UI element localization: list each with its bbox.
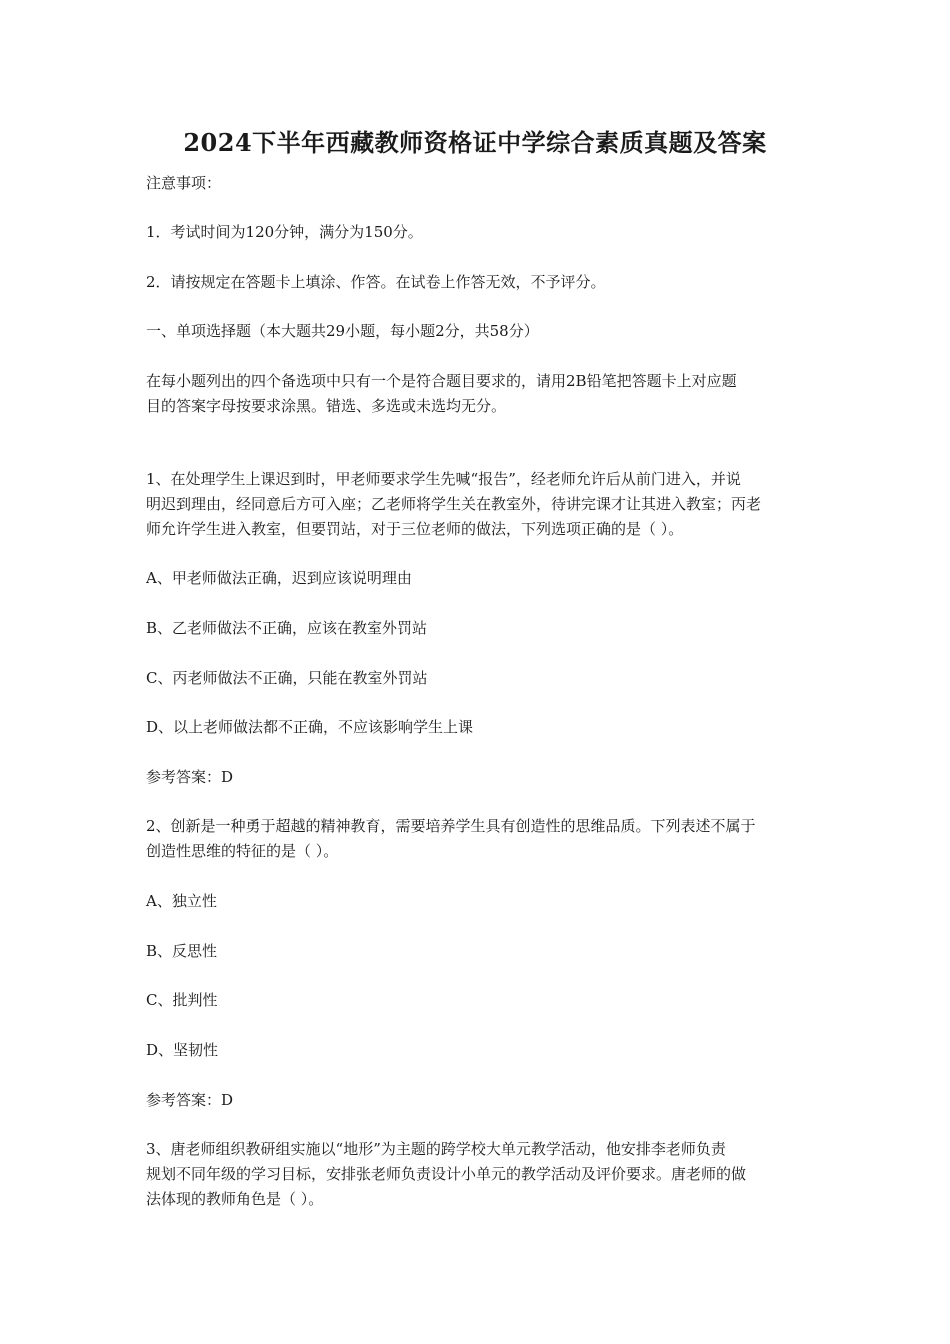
question-stem-line: 法体现的教师角色是（ ）。	[146, 1190, 324, 1208]
instruction-line: 在每小题列出的四个备选项中只有一个是符合题目要求的，请用2B铅笔把答题卡上对应题	[146, 372, 737, 390]
question-stem-line: 规划不同年级的学习目标，安排张老师负责设计小单元的教学活动及评价要求。唐老师的做	[146, 1165, 747, 1183]
section-heading: 一、单项选择题（本大题共29小题，每小题2分，共58分）	[146, 322, 539, 340]
option-b: B、乙老师做法不正确，应该在教室外罚站	[146, 619, 428, 637]
option-b: B、反思性	[146, 942, 218, 960]
question-stem-line: 创造性思维的特征的是（ ）。	[146, 842, 339, 860]
question-stem-line: 师允许学生进入教室，但要罚站，对于三位老师的做法，下列选项正确的是（ ）。	[146, 520, 684, 538]
notice-heading: 注意事项：	[146, 174, 222, 192]
document-title: 2024下半年西藏教师资格证中学综合素质真题及答案	[183, 128, 767, 157]
reference-answer: 参考答案：D	[146, 1091, 234, 1109]
question-stem-line: 3、唐老师组织教研组实施以“地形”为主题的跨学校大单元教学活动，他安排李老师负责	[146, 1140, 726, 1158]
option-a: A、独立性	[146, 892, 217, 910]
option-c: C、丙老师做法不正确，只能在教室外罚站	[146, 669, 428, 687]
instruction-line: 目的答案字母按要求涂黑。错选、多选或未选均无分。	[146, 397, 507, 415]
notice-item: 1．考试时间为120分钟，满分为150分。	[146, 223, 423, 241]
reference-answer: 参考答案：D	[146, 768, 234, 786]
question-stem-line: 2、创新是一种勇于超越的精神教育，需要培养学生具有创造性的思维品质。下列表述不属于	[146, 817, 756, 835]
question-stem-line: 1、在处理学生上课迟到时，甲老师要求学生先喊“报告”，经老师允许后从前门进入，并说	[146, 470, 741, 488]
notice-item: 2．请按规定在答题卡上填涂、作答。在试卷上作答无效，不予评分。	[146, 273, 606, 291]
option-c: C、批判性	[146, 991, 218, 1009]
option-d: D、以上老师做法都不正确，不应该影响学生上课	[146, 718, 474, 736]
question-stem-line: 明迟到理由，经同意后方可入座；乙老师将学生关在教室外，待讲完课才让其进入教室；丙老	[146, 495, 762, 513]
option-a: A、甲老师做法正确，迟到应该说明理由	[146, 569, 412, 587]
option-d: D、坚韧性	[146, 1041, 219, 1059]
